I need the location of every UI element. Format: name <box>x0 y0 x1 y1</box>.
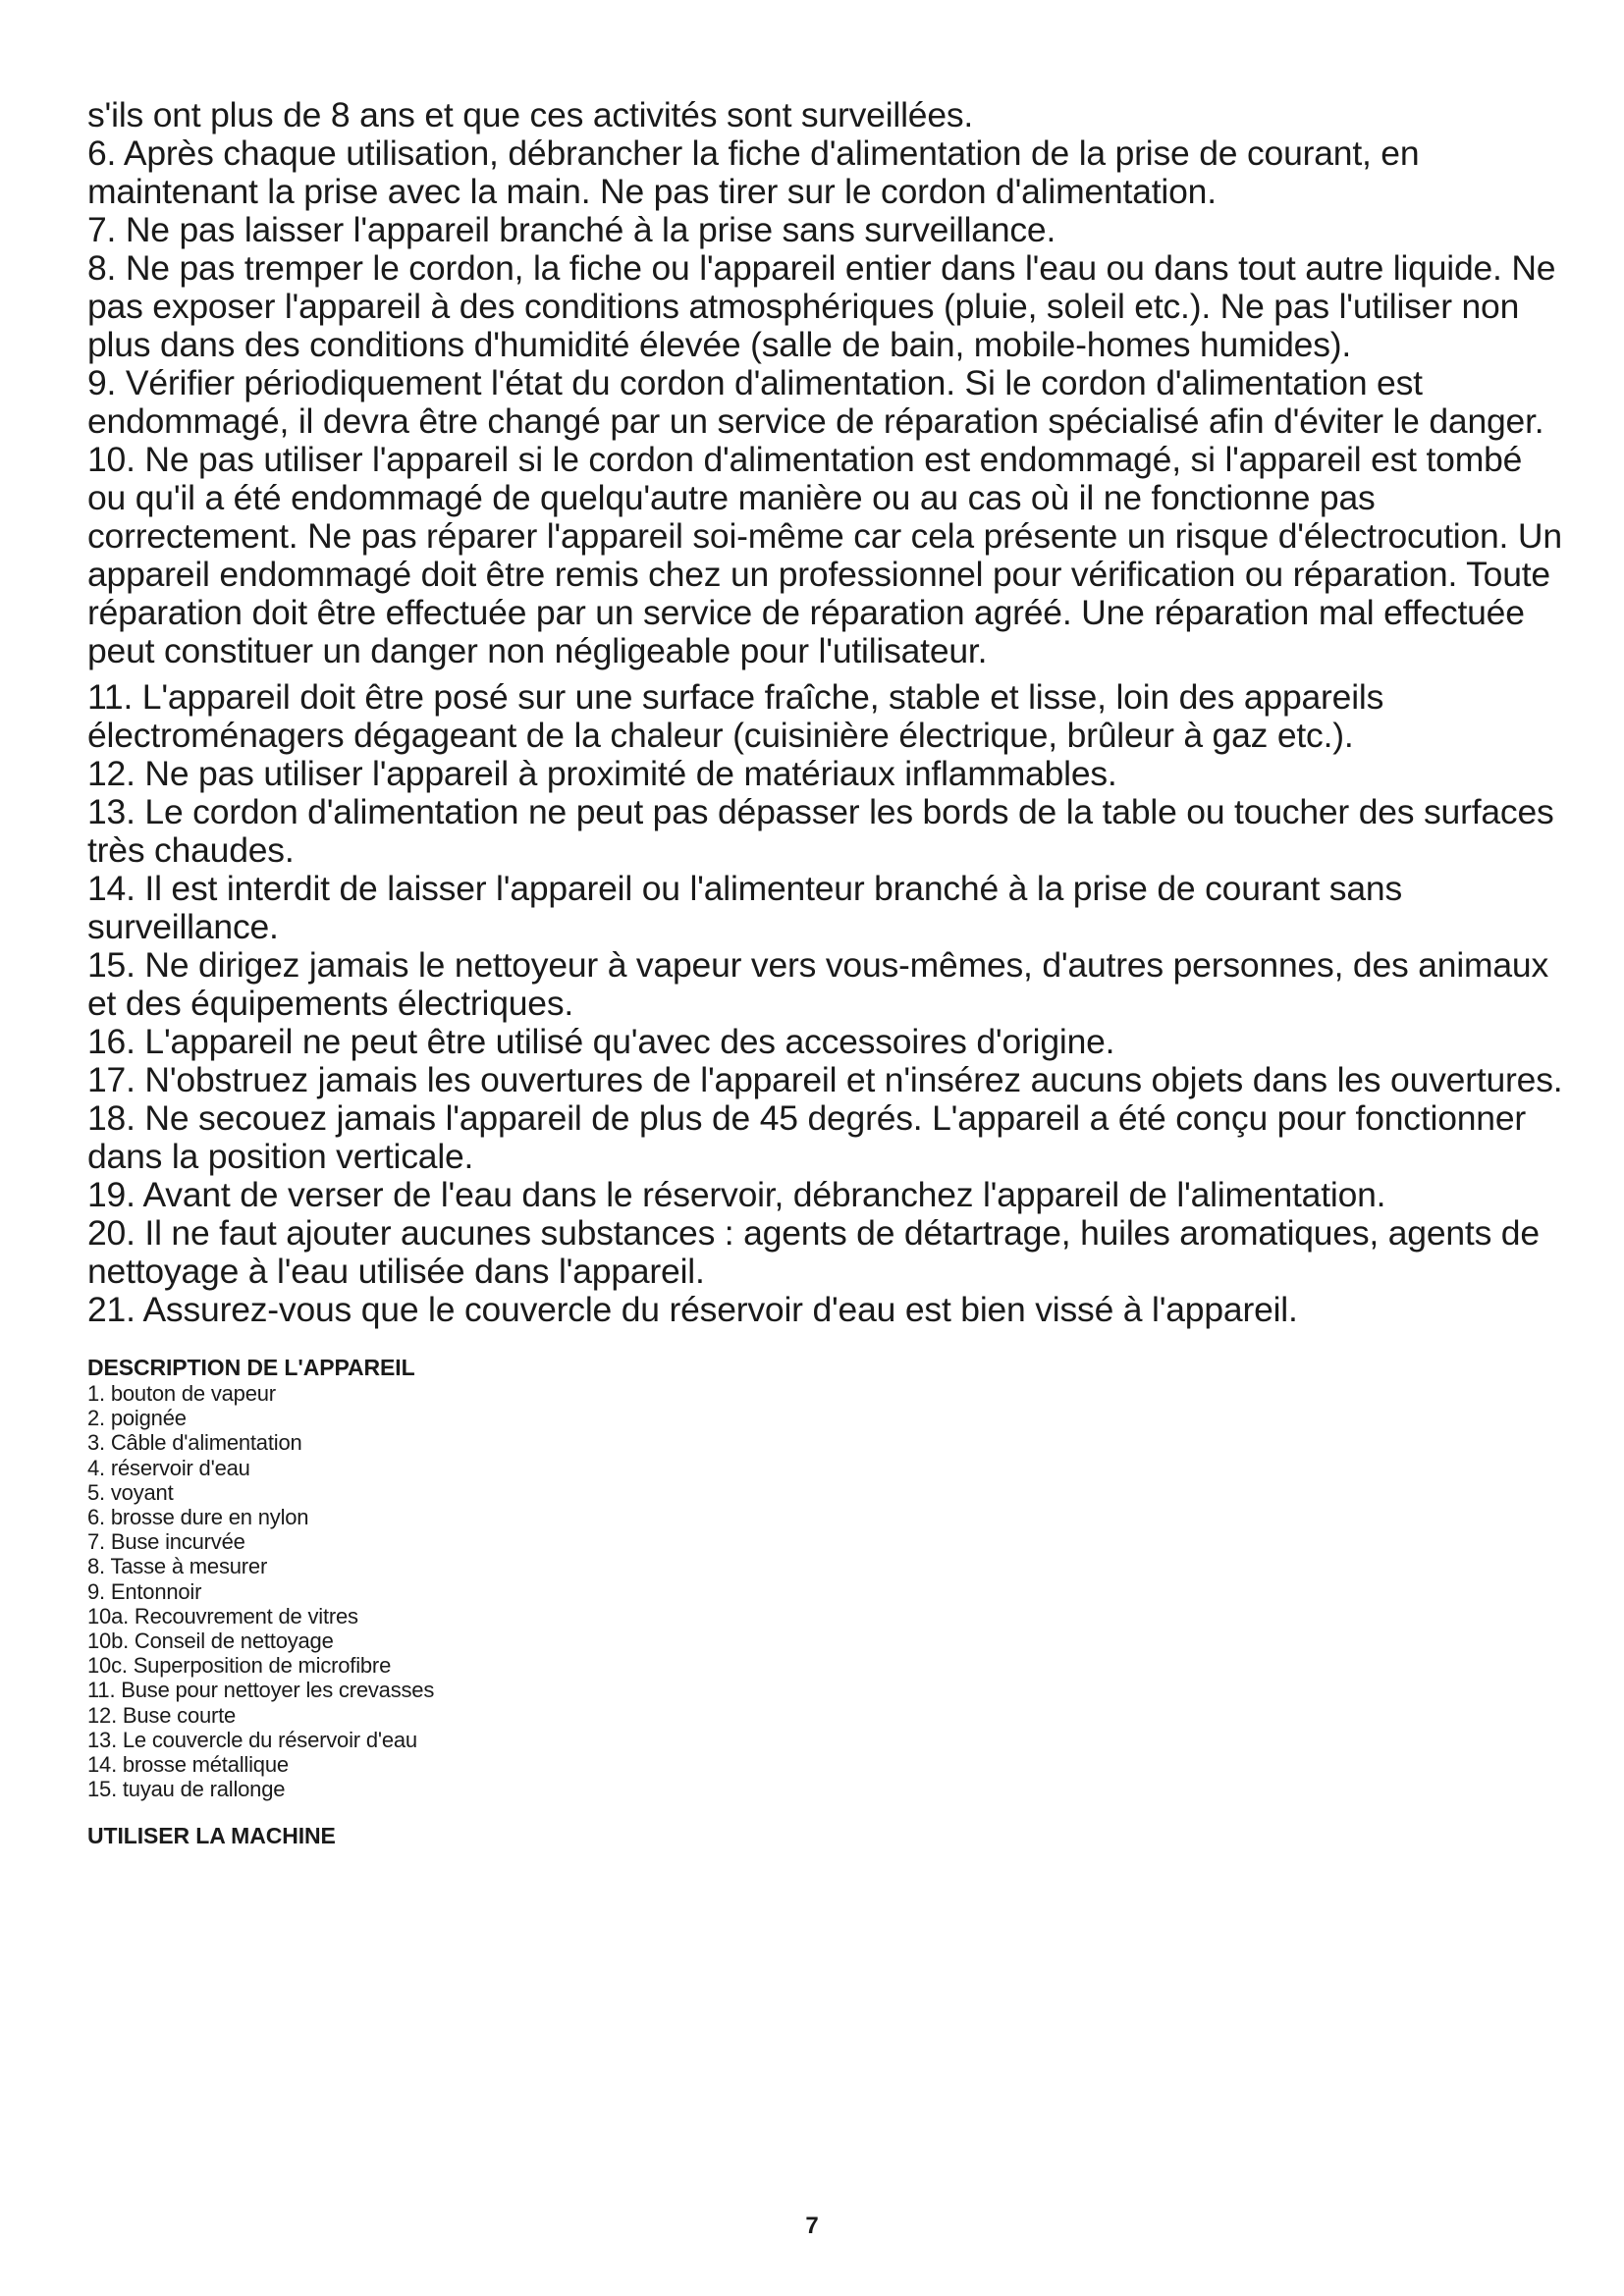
part-item: 6. brosse dure en nylon <box>87 1505 309 1530</box>
description-heading: DESCRIPTION DE L'APPAREIL <box>87 1355 415 1380</box>
safety-item-19: 19. Avant de verser de l'eau dans le réservoir, débranchez l'appareil de l'alimentation. <box>87 1175 1386 1214</box>
safety-item-10: 10. Ne pas utiliser l'appareil si le cordon d'alimentation est endommagé, si l'appareil est tombé ou qu'il a été endommagé de quelqu'autre manière ou au cas où il ne fonctionne pas correctement. Ne pas réparer l'appareil soi-même car cela présente un risque d'électrocution. Un appareil endommagé doit être remis chez un professionnel pour vérification ou réparation. Toute réparation doit être effectuée par un service de réparation agréé. Une réparation mal effectuée peut constituer un danger non négligeable pour l'utilisateur. <box>87 440 1562 670</box>
safety-item-continuation: s'ils ont plus de 8 ans et que ces activités sont surveillées. <box>87 95 974 134</box>
manual-page <box>87 96 1565 1849</box>
safety-instructions-list <box>87 96 1565 1329</box>
parts-list <box>87 1381 1565 1801</box>
part-item: 15. tuyau de rallonge <box>87 1777 286 1802</box>
part-item: 10b. Conseil de nettoyage <box>87 1629 334 1654</box>
safety-item-8: 8. Ne pas tremper le cordon, la fiche ou l'appareil entier dans l'eau ou dans tout autre liquide. Ne pas exposer l'appareil à des conditions atmosphériques (pluie, soleil etc.). Ne pas l'utiliser non plus dans des conditions d'humidité élevée (salle de bain, mobile-homes humides). <box>87 248 1556 364</box>
safety-item-11: 11. L'appareil doit être posé sur une surface fraîche, stable et lisse, loin des appareils électroménagers dégageant de la chaleur (cuisinière électrique, brûleur à gaz etc.). <box>87 677 1384 755</box>
part-item: 10a. Recouvrement de vitres <box>87 1603 358 1629</box>
part-item: 14. brosse métallique <box>87 1752 289 1778</box>
device-description-section <box>87 1355 1565 1801</box>
safety-item-20: 20. Il ne faut ajouter aucunes substances : agents de détartrage, huiles aromatiques, agents de nettoyage à l'eau utilisée dans l'appareil. <box>87 1213 1540 1291</box>
safety-item-7: 7. Ne pas laisser l'appareil branché à la prise sans surveillance. <box>87 210 1056 249</box>
safety-item-9: 9. Vérifier périodiquement l'état du cordon d'alimentation. Si le cordon d'alimentation est endommagé, il devra être changé par un service de réparation spécialisé afin d'éviter le danger. <box>87 363 1544 441</box>
part-item: 2. poignée <box>87 1406 187 1431</box>
part-item: 11. Buse pour nettoyer les crevasses <box>87 1678 435 1703</box>
safety-item-15: 15. Ne dirigez jamais le nettoyeur à vapeur vers vous-mêmes, d'autres personnes, des animaux et des équipements électriques. <box>87 945 1549 1023</box>
part-item: 4. réservoir d'eau <box>87 1455 250 1480</box>
part-item: 7. Buse incurvée <box>87 1529 245 1555</box>
part-item: 9. Entonnoir <box>87 1578 202 1604</box>
safety-item-17: 17. N'obstruez jamais les ouvertures de l'appareil et n'insérez aucuns objets dans les ouvertures. <box>87 1060 1563 1099</box>
page-number: 7 <box>805 2213 819 2239</box>
safety-item-13: 13. Le cordon d'alimentation ne peut pas dépasser les bords de la table ou toucher des surfaces très chaudes. <box>87 792 1554 870</box>
part-item: 10c. Superposition de microfibre <box>87 1653 392 1679</box>
part-item: 13. Le couvercle du réservoir d'eau <box>87 1727 417 1752</box>
part-item: 1. bouton de vapeur <box>87 1381 276 1406</box>
part-item: 3. Câble d'alimentation <box>87 1430 302 1456</box>
safety-item-18: 18. Ne secouez jamais l'appareil de plus de 45 degrés. L'appareil a été conçu pour fonctionner dans la position verticale. <box>87 1098 1527 1176</box>
part-item: 8. Tasse à mesurer <box>87 1554 268 1579</box>
safety-item-21: 21. Assurez-vous que le couvercle du réservoir d'eau est bien vissé à l'appareil. <box>87 1290 1298 1329</box>
safety-item-6: 6. Après chaque utilisation, débrancher la fiche d'alimentation de la prise de courant, en maintenant la prise avec la main. Ne pas tirer sur le cordon d'alimentation. <box>87 133 1420 211</box>
safety-item-14: 14. Il est interdit de laisser l'appareil ou l'alimenteur branché à la prise de courant sans surveillance. <box>87 869 1402 946</box>
part-item: 5. voyant <box>87 1479 174 1505</box>
safety-item-12: 12. Ne pas utiliser l'appareil à proximité de matériaux inflammables. <box>87 754 1117 793</box>
part-item: 12. Buse courte <box>87 1702 237 1728</box>
safety-item-16: 16. L'appareil ne peut être utilisé qu'avec des accessoires d'origine. <box>87 1022 1115 1061</box>
usage-heading: UTILISER LA MACHINE <box>87 1823 336 1849</box>
